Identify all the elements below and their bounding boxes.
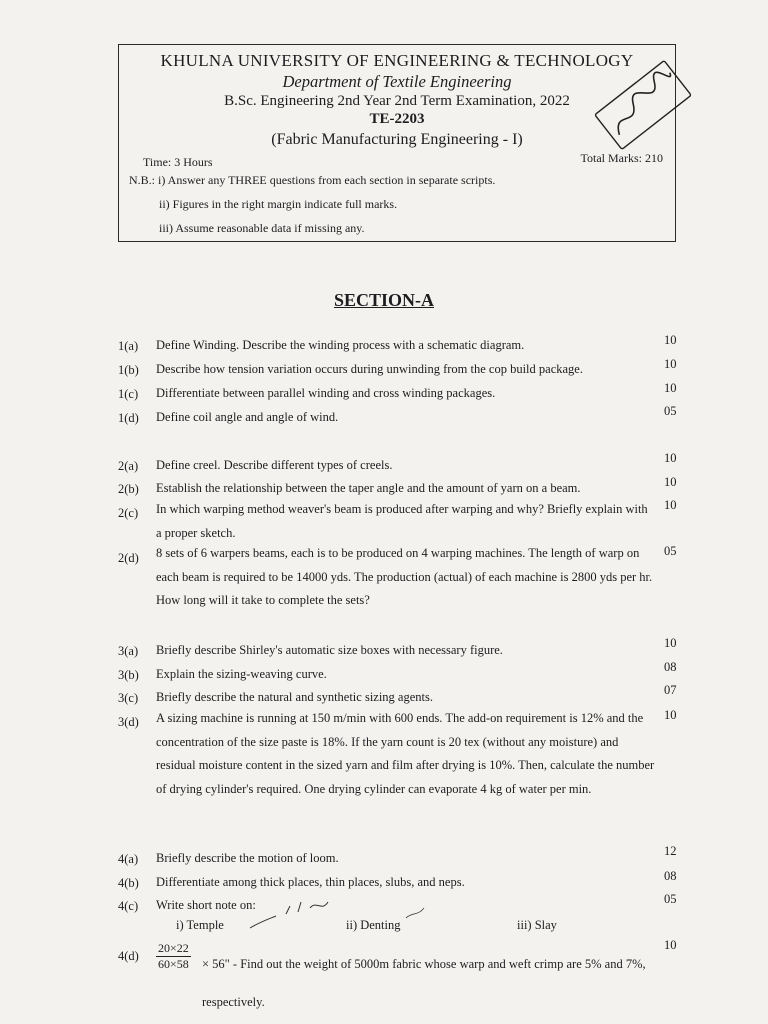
question-text: Briefly describe the natural and synthetic sizing agents. (156, 690, 433, 704)
question-number: 2(d) (118, 551, 139, 565)
note-item-temple: i) Temple (176, 918, 224, 932)
exam-time: Time: 3 Hours (143, 155, 213, 169)
question-text: Briefly describe Shirley's automatic size boxes with necessary figure. (156, 643, 503, 657)
department-name: Department of Textile Engineering (282, 72, 512, 91)
question-text: Define Winding. Describe the winding process with a schematic diagram. (156, 338, 525, 352)
note-item-denting: ii) Denting (346, 918, 401, 932)
question-text: Define coil angle and angle of wind. (156, 410, 339, 424)
question-number: 1(b) (118, 363, 139, 377)
course-title: (Fabric Manufacturing Engineering - I) (271, 131, 523, 148)
question-marks: 10 (664, 475, 677, 489)
question-marks: 10 (664, 938, 677, 952)
note-2: ii) Figures in the right margin indicate full marks. (159, 197, 398, 211)
exam-title: B.Sc. Engineering 2nd Year 2nd Term Examination, 2022 (224, 93, 570, 109)
question-number: 2(c) (118, 506, 139, 520)
question-text: Differentiate among thick places, thin places, slubs, and neps. (156, 875, 465, 889)
note-item-slay: iii) Slay (517, 918, 557, 932)
question-text: × 56" - Find out the weight of 5000m fabric whose warp and weft crimp are 5% and 7%, respectively. (202, 957, 646, 1009)
question-number: 3(b) (118, 668, 139, 682)
question-marks: 10 (664, 451, 677, 465)
question-number: 2(a) (118, 459, 139, 473)
question-marks: 10 (664, 333, 677, 347)
note-3: iii) Assume reasonable data if missing any. (159, 221, 365, 235)
question-number: 4(c) (118, 899, 139, 913)
question-marks: 08 (664, 869, 677, 883)
question-marks: 07 (664, 683, 677, 697)
question-number: 3(d) (118, 715, 139, 729)
total-marks: Total Marks: 210 (580, 151, 663, 165)
question-marks: 10 (664, 636, 677, 650)
question-text: Write short note on: (156, 898, 256, 912)
question-marks: 05 (664, 404, 677, 418)
question-text: Establish the relationship between the taper angle and the amount of yarn on a beam. (156, 481, 581, 495)
question-marks: 10 (664, 357, 677, 371)
handwritten-scribble (246, 896, 456, 936)
question-text: Explain the sizing-weaving curve. (156, 667, 327, 681)
note-1: N.B.: i) Answer any THREE questions from each section in separate scripts. (129, 173, 496, 187)
question-text: 8 sets of 6 warpers beams, each is to be produced on 4 warping machines. The length of warp on each beam is required to be 14000 yds. The production (actual) of each machine is 2800 yds per hr. How long will it take to complete the sets? (156, 546, 653, 607)
question-text: A sizing machine is running at 150 m/min with 600 ends. The add-on requirement is 12% and the concentration of the size paste is 18%. If the yarn count is 20 tex (without any moisture) and residual moisture content in the sized yarn and film after drying is 10%. Then, calculate the number of drying cylinder's required. One drying cylinder can evaporate 4 kg of water per min. (156, 711, 655, 796)
question-number: 3(a) (118, 644, 139, 658)
question-text: In which warping method weaver's beam is produced after warping and why? Briefly explain with a proper sketch. (156, 502, 648, 540)
question-marks: 10 (664, 381, 677, 395)
question-number: 1(c) (118, 387, 139, 401)
question-text: Differentiate between parallel winding and cross winding packages. (156, 386, 496, 400)
question-number: 4(a) (118, 852, 139, 866)
question-number: 1(a) (118, 339, 139, 353)
question-text: Define creel. Describe different types of creels. (156, 458, 393, 472)
section-title: SECTION-A (333, 290, 435, 310)
question-text: Describe how tension variation occurs during unwinding from the cop build package. (156, 362, 583, 376)
question-number: 4(b) (118, 876, 139, 890)
question-marks: 10 (664, 708, 677, 722)
question-number: 2(b) (118, 482, 139, 496)
question-marks: 08 (664, 660, 677, 674)
fraction (156, 941, 191, 972)
university-name: KHULNA UNIVERSITY OF ENGINEERING & TECHNOLOGY (160, 51, 634, 70)
course-code: TE-2203 (369, 111, 425, 127)
question-marks: 05 (664, 544, 677, 558)
question-marks: 10 (664, 498, 677, 512)
question-number: 4(d) (118, 949, 139, 963)
question-marks: 05 (664, 892, 677, 906)
fraction-numerator: 20×22 (158, 941, 189, 955)
question-text: Briefly describe the motion of loom. (156, 851, 339, 865)
question-number: 3(c) (118, 691, 139, 705)
question-marks: 12 (664, 844, 677, 858)
header-box (118, 44, 676, 242)
fraction-denominator: 60×58 (158, 957, 189, 971)
question-number: 1(d) (118, 411, 139, 425)
